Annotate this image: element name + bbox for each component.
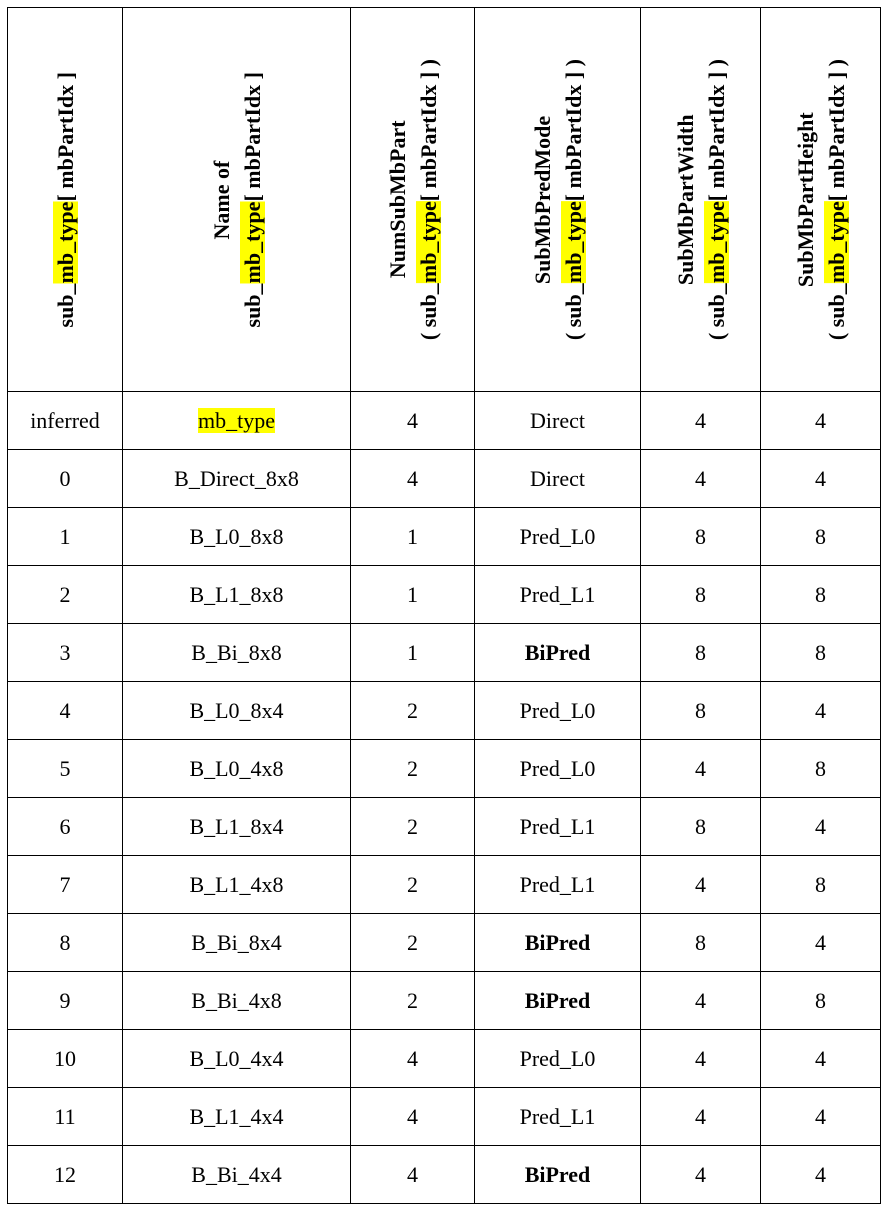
cell-num-sub-mb-part	[351, 798, 475, 856]
cell-num-sub-mb-part	[351, 740, 475, 798]
cell-text: B_L0_8x4	[189, 697, 284, 723]
header-text: ( sub_	[415, 283, 441, 341]
header-text-line	[701, 59, 732, 340]
cell-pred-mode	[475, 914, 641, 972]
cell-part-width	[641, 1146, 761, 1204]
cell-text: 8	[815, 523, 826, 549]
cell-part-height	[761, 914, 881, 972]
header-text: sub_	[52, 283, 78, 328]
cell-pred-mode	[475, 392, 641, 450]
cell-sub-mb-type	[8, 914, 123, 972]
cell-num-sub-mb-part	[351, 566, 475, 624]
table-row	[8, 856, 881, 914]
header-text: SubMbPredMode	[529, 115, 555, 284]
highlighted-term: mb_type	[703, 201, 729, 284]
cell-pred-mode	[475, 798, 641, 856]
header-text-line	[670, 59, 701, 340]
cell-sub-mb-type	[8, 740, 123, 798]
cell-text: B_L1_8x4	[189, 813, 284, 839]
table-row	[8, 566, 881, 624]
table-row	[8, 624, 881, 682]
cell-name	[123, 972, 351, 1030]
table-row	[8, 508, 881, 566]
cell-text: Direct	[530, 407, 585, 433]
cell-part-height	[761, 1088, 881, 1146]
cell-text: 4	[407, 1045, 418, 1071]
header-text: SubMbPartWidth	[672, 114, 698, 285]
cell-name	[123, 856, 351, 914]
cell-text: 4	[815, 465, 826, 491]
header-text-line	[413, 59, 444, 340]
cell-num-sub-mb-part	[351, 392, 475, 450]
cell-sub-mb-type	[8, 624, 123, 682]
cell-part-height	[761, 1030, 881, 1088]
cell-pred-mode	[475, 682, 641, 740]
sub-mb-type-table	[7, 7, 881, 1204]
cell-part-width	[641, 624, 761, 682]
header-text-line	[50, 72, 81, 327]
cell-text: 4	[815, 407, 826, 433]
cell-text: 4	[695, 871, 706, 897]
cell-text: 8	[695, 697, 706, 723]
cell-text: 8	[695, 929, 706, 955]
header-text-line	[237, 72, 268, 327]
cell-sub-mb-type	[8, 392, 123, 450]
header-text-line	[206, 72, 237, 327]
header-text: SubMbPartHeight	[792, 112, 818, 287]
header-text: sub_	[239, 283, 265, 328]
cell-text: 8	[695, 581, 706, 607]
highlighted-term: mb_type	[823, 201, 849, 284]
cell-text: 1	[59, 523, 71, 549]
cell-num-sub-mb-part	[351, 1030, 475, 1088]
cell-text: B_L0_4x4	[189, 1045, 284, 1071]
cell-text: 1	[407, 523, 418, 549]
header-text: ( sub_	[823, 283, 849, 341]
cell-sub-mb-type	[8, 682, 123, 740]
cell-part-width	[641, 1030, 761, 1088]
cell-name	[123, 392, 351, 450]
header-text: [ mbPartIdx ] )	[703, 58, 729, 202]
cell-text: B_L0_8x8	[189, 523, 284, 549]
table-row	[8, 450, 881, 508]
cell-num-sub-mb-part	[351, 624, 475, 682]
cell-pred-mode	[475, 1146, 641, 1204]
cell-pred-mode	[475, 566, 641, 624]
cell-part-height	[761, 1146, 881, 1204]
cell-text: Pred_L1	[519, 1103, 596, 1129]
cell-text: 4	[407, 407, 418, 433]
cell-text: 4	[815, 1161, 826, 1187]
header-text-line	[821, 59, 852, 340]
table-row	[8, 1146, 881, 1204]
cell-text: 4	[695, 1045, 706, 1071]
header-text-line	[527, 59, 558, 340]
cell-text: 4	[815, 1103, 826, 1129]
cell-name	[123, 914, 351, 972]
cell-text: 8	[695, 639, 706, 665]
cell-text: Pred_L0	[519, 697, 596, 723]
cell-text: 4	[695, 1161, 706, 1187]
cell-pred-mode	[475, 856, 641, 914]
cell-text: Pred_L0	[519, 1045, 596, 1071]
cell-sub-mb-type	[8, 450, 123, 508]
cell-num-sub-mb-part	[351, 914, 475, 972]
cell-part-width	[641, 856, 761, 914]
header-text-line	[790, 59, 821, 340]
cell-text: 4	[815, 813, 826, 839]
cell-text: 4	[59, 697, 71, 723]
cell-text: B_Bi_8x8	[191, 639, 282, 665]
header-text: ( sub_	[703, 283, 729, 341]
cell-text: Pred_L1	[519, 813, 596, 839]
cell-text: 2	[407, 697, 418, 723]
table-row	[8, 740, 881, 798]
cell-name	[123, 1088, 351, 1146]
cell-text: 8	[695, 813, 706, 839]
cell-text: 4	[815, 697, 826, 723]
cell-part-height	[761, 624, 881, 682]
table-row	[8, 1088, 881, 1146]
cell-part-height	[761, 972, 881, 1030]
cell-num-sub-mb-part	[351, 508, 475, 566]
cell-text: B_L1_4x4	[189, 1103, 284, 1129]
cell-text: B_Bi_4x4	[191, 1161, 282, 1187]
header-name-of-sub-mb-type	[123, 8, 351, 392]
cell-text: 4	[695, 407, 706, 433]
cell-sub-mb-type	[8, 508, 123, 566]
highlighted-term: mb_type	[560, 201, 586, 284]
cell-text: 4	[407, 1103, 418, 1129]
cell-name	[123, 450, 351, 508]
cell-sub-mb-type	[8, 566, 123, 624]
highlighted-term: mb_type	[52, 201, 78, 284]
cell-text: B_Direct_8x8	[174, 465, 299, 491]
header-text: Name of	[208, 160, 234, 239]
cell-part-height	[761, 450, 881, 508]
cell-part-height	[761, 856, 881, 914]
cell-text: 4	[815, 929, 826, 955]
cell-pred-mode	[475, 624, 641, 682]
cell-text: 2	[407, 871, 418, 897]
cell-text: 8	[815, 581, 826, 607]
cell-part-width	[641, 1088, 761, 1146]
cell-sub-mb-type	[8, 1088, 123, 1146]
cell-text: 1	[407, 639, 418, 665]
highlighted-term: mb_type	[198, 407, 275, 433]
cell-text: BiPred	[524, 987, 591, 1013]
cell-text: 8	[59, 929, 71, 955]
cell-text: 4	[695, 1103, 706, 1129]
header-text: [ mbPartIdx ] )	[415, 58, 441, 202]
cell-text: 2	[407, 929, 418, 955]
cell-num-sub-mb-part	[351, 856, 475, 914]
header-text: [ mbPartIdx ] )	[560, 58, 586, 202]
cell-text: 7	[59, 871, 71, 897]
cell-text: 6	[59, 813, 71, 839]
cell-part-height	[761, 508, 881, 566]
header-text: [ mbPartIdx ] )	[823, 58, 849, 202]
cell-text: 10	[54, 1045, 76, 1071]
cell-pred-mode	[475, 740, 641, 798]
cell-text: 0	[59, 465, 71, 491]
cell-text: 4	[407, 1161, 418, 1187]
cell-text: Direct	[530, 465, 585, 491]
cell-part-width	[641, 798, 761, 856]
cell-text: 4	[815, 1045, 826, 1071]
header-text: NumSubMbPart	[384, 120, 410, 279]
cell-part-width	[641, 450, 761, 508]
header-text-line	[382, 59, 413, 340]
cell-text: 4	[407, 465, 418, 491]
cell-name	[123, 798, 351, 856]
cell-num-sub-mb-part	[351, 1146, 475, 1204]
cell-pred-mode	[475, 508, 641, 566]
cell-part-width	[641, 508, 761, 566]
cell-text: 8	[695, 523, 706, 549]
cell-part-width	[641, 972, 761, 1030]
table-body	[8, 392, 881, 1204]
cell-text: 11	[54, 1103, 76, 1129]
cell-text: Pred_L1	[519, 581, 596, 607]
header-sub-mb-type	[8, 8, 123, 392]
cell-text: 4	[695, 465, 706, 491]
cell-part-width	[641, 682, 761, 740]
cell-num-sub-mb-part	[351, 1088, 475, 1146]
cell-part-width	[641, 740, 761, 798]
cell-text: 8	[815, 639, 826, 665]
header-row	[8, 8, 881, 392]
cell-text: B_Bi_8x4	[191, 929, 282, 955]
cell-text: B_Bi_4x8	[191, 987, 282, 1013]
cell-sub-mb-type	[8, 972, 123, 1030]
cell-name	[123, 1030, 351, 1088]
cell-part-width	[641, 392, 761, 450]
cell-part-width	[641, 566, 761, 624]
cell-part-height	[761, 682, 881, 740]
cell-name	[123, 508, 351, 566]
cell-text: Pred_L1	[519, 871, 596, 897]
cell-sub-mb-type	[8, 1030, 123, 1088]
header-sub-mb-pred-mode	[475, 8, 641, 392]
highlighted-term: mb_type	[415, 201, 441, 284]
cell-text: 4	[695, 987, 706, 1013]
cell-text: inferred	[30, 407, 100, 433]
header-num-sub-mb-part	[351, 8, 475, 392]
highlighted-term: mb_type	[239, 201, 265, 284]
cell-pred-mode	[475, 972, 641, 1030]
cell-text: 8	[815, 755, 826, 781]
cell-text: 8	[815, 987, 826, 1013]
header-sub-mb-part-height	[761, 8, 881, 392]
cell-part-height	[761, 392, 881, 450]
cell-sub-mb-type	[8, 856, 123, 914]
table-row	[8, 1030, 881, 1088]
cell-name	[123, 682, 351, 740]
cell-name	[123, 740, 351, 798]
cell-text: 12	[54, 1161, 76, 1187]
table-row	[8, 914, 881, 972]
cell-text: 8	[815, 871, 826, 897]
cell-part-height	[761, 798, 881, 856]
cell-text: 2	[407, 987, 418, 1013]
cell-pred-mode	[475, 1030, 641, 1088]
cell-num-sub-mb-part	[351, 972, 475, 1030]
cell-pred-mode	[475, 1088, 641, 1146]
cell-pred-mode	[475, 450, 641, 508]
cell-text: B_L1_4x8	[189, 871, 284, 897]
cell-num-sub-mb-part	[351, 682, 475, 740]
cell-part-height	[761, 740, 881, 798]
cell-text: 3	[59, 639, 71, 665]
cell-name	[123, 1146, 351, 1204]
table-row	[8, 392, 881, 450]
table-row	[8, 798, 881, 856]
header-text: [ mbPartIdx ]	[239, 71, 265, 202]
cell-text: 2	[59, 581, 71, 607]
header-text: ( sub_	[560, 283, 586, 341]
cell-text: BiPred	[524, 929, 591, 955]
cell-text: Pred_L0	[519, 755, 596, 781]
cell-name	[123, 624, 351, 682]
cell-name	[123, 566, 351, 624]
cell-text: 4	[695, 755, 706, 781]
cell-text: BiPred	[524, 639, 591, 665]
cell-text: 1	[407, 581, 418, 607]
cell-sub-mb-type	[8, 798, 123, 856]
cell-text: 2	[407, 755, 418, 781]
cell-text: Pred_L0	[519, 523, 596, 549]
cell-text: 9	[59, 987, 71, 1013]
cell-num-sub-mb-part	[351, 450, 475, 508]
cell-text: BiPred	[524, 1161, 591, 1187]
cell-text: B_L0_4x8	[189, 755, 284, 781]
header-text: [ mbPartIdx ]	[52, 71, 78, 202]
cell-text: B_L1_8x8	[189, 581, 284, 607]
cell-part-height	[761, 566, 881, 624]
cell-text: 2	[407, 813, 418, 839]
cell-part-width	[641, 914, 761, 972]
table-row	[8, 972, 881, 1030]
header-text-line	[558, 59, 589, 340]
cell-text: 5	[59, 755, 71, 781]
cell-sub-mb-type	[8, 1146, 123, 1204]
table-row	[8, 682, 881, 740]
header-sub-mb-part-width	[641, 8, 761, 392]
